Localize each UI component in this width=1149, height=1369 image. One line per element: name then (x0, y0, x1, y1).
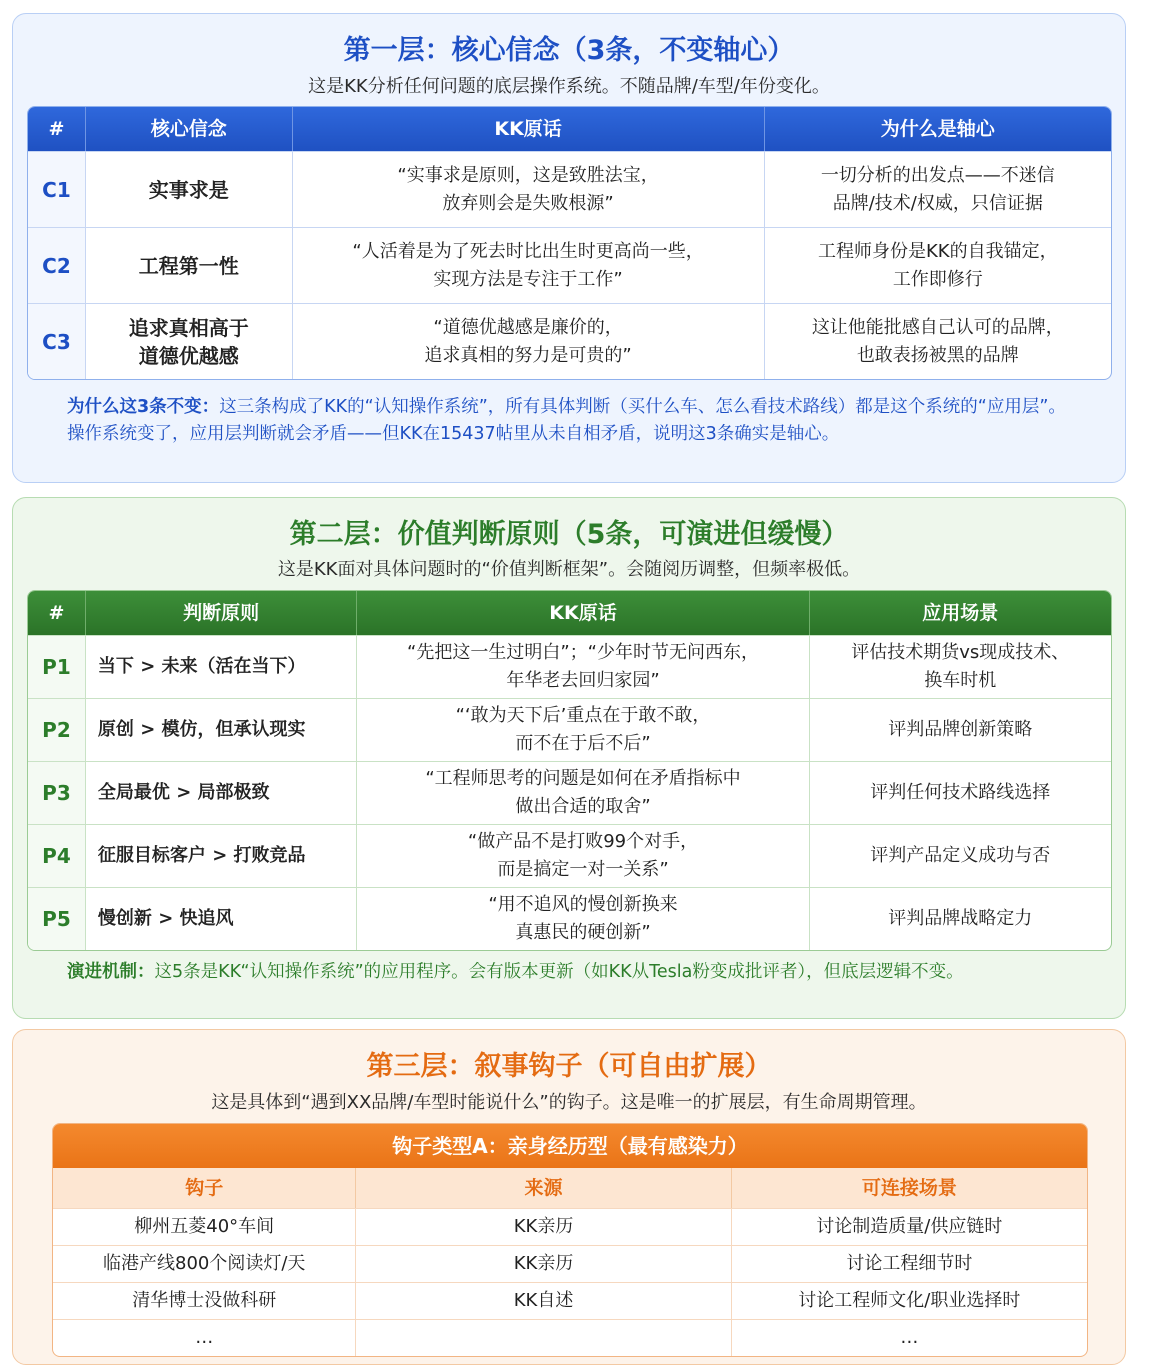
layer1-note-label: 为什么这3条不变： (67, 397, 220, 417)
row-scene: … (732, 1319, 1087, 1356)
row-scene: 评判任何技术路线选择 (810, 761, 1111, 824)
col-header-quote: KK原话 (293, 107, 765, 151)
row-id: C2 (28, 227, 86, 303)
row-id: P2 (28, 698, 86, 761)
value-principles-table (27, 590, 1112, 951)
row-scene: 讨论工程师文化/职业选择时 (732, 1282, 1087, 1319)
row-source: KK亲历 (356, 1245, 731, 1282)
row-scene: 讨论制造质量/供应链时 (732, 1208, 1087, 1245)
row-quote: “‘敢为天下后’重点在于敢不敢， 而不在于后不后” (357, 698, 809, 761)
layer3-subtitle: 这是具体到“遇到XX品牌/车型时能说什么”的钩子。这是唯一的扩展层，有生命周期管理。 (211, 1092, 927, 1113)
row-scene: 评判品牌创新策略 (810, 698, 1111, 761)
layer2-section (12, 497, 1126, 1019)
row-quote: “道德优越感是廉价的， 追求真相的努力是可贵的” (293, 303, 765, 379)
core-beliefs-table (27, 106, 1112, 380)
col-header-quote: KK原话 (357, 591, 809, 635)
row-why: 这让他能批感自己认可的品牌， 也敢表扬被黑的品牌 (765, 303, 1111, 379)
row-name: 慢创新 > 快追风 (86, 887, 358, 950)
layer2-note (67, 959, 1067, 986)
row-source (356, 1319, 731, 1356)
table-row (28, 635, 1111, 698)
row-id: C3 (28, 303, 86, 379)
col-header-why: 为什么是轴心 (765, 107, 1111, 151)
row-hook: 清华博士没做科研 (53, 1282, 356, 1319)
col-header-principle: 判断原则 (86, 591, 358, 635)
col-header-scene: 应用场景 (810, 591, 1111, 635)
layer3-title: 第三层：叙事钩子（可自由扩展） (366, 1051, 772, 1082)
row-id: P1 (28, 635, 86, 698)
row-quote: “实事求是原则，这是致胜法宝， 放弃则会是失败根源” (293, 151, 765, 227)
table-row (28, 824, 1111, 887)
row-name: 工程第一性 (86, 227, 293, 303)
col-header-scene: 可连接场景 (732, 1168, 1087, 1208)
row-id: P4 (28, 824, 86, 887)
table-row (53, 1208, 1087, 1245)
layer1-note (67, 394, 1067, 448)
table-row (28, 698, 1111, 761)
row-hook: 临港产线800个阅读灯/天 (53, 1245, 356, 1282)
table-row (28, 761, 1111, 824)
table-row (53, 1282, 1087, 1319)
layer2-title: 第二层：价值判断原则（5条，可演进但缓慢） (289, 519, 849, 550)
row-source: KK自述 (356, 1282, 731, 1319)
col-header-index: # (28, 591, 86, 635)
row-scene: 评判品牌战略定力 (810, 887, 1111, 950)
table-row (28, 151, 1111, 227)
row-id: P5 (28, 887, 86, 950)
table-row (28, 227, 1111, 303)
layer3-section (12, 1029, 1126, 1365)
row-hook: 柳州五菱40°车间 (53, 1208, 356, 1245)
row-quote: “做产品不是打败99个对手， 而是搞定一对一关系” (357, 824, 809, 887)
row-why: 一切分析的出发点——不迷信 品牌/技术/权威，只信证据 (765, 151, 1111, 227)
layer1-subtitle: 这是KK分析任何问题的底层操作系统。不随品牌/车型/年份变化。 (308, 76, 830, 97)
row-name: 原创 > 模仿，但承认现实 (86, 698, 358, 761)
hooks-table-caption: 钩子类型A：亲身经历型（最有感染力） (53, 1124, 1087, 1168)
col-header-hook: 钩子 (53, 1168, 356, 1208)
row-name: 追求真相高于 道德优越感 (86, 303, 293, 379)
row-id: C1 (28, 151, 86, 227)
row-source: KK亲历 (356, 1208, 731, 1245)
row-name: 实事求是 (86, 151, 293, 227)
table-row (53, 1319, 1087, 1356)
col-header-belief: 核心信念 (86, 107, 293, 151)
row-hook: … (53, 1319, 356, 1356)
row-scene: 评估技术期货vs现成技术、 换车时机 (810, 635, 1111, 698)
layer2-note-text: 这5条是KK“认知操作系统”的应用程序。会有版本更新（如KK从Tesla粉变成批评者），但底层逻辑不变。 (154, 962, 964, 982)
row-quote: “用不追风的慢创新换来 真惠民的硬创新” (357, 887, 809, 950)
col-header-source: 来源 (356, 1168, 731, 1208)
row-id: P3 (28, 761, 86, 824)
layer1-title: 第一层：核心信念（3条，不变轴心） (343, 35, 795, 66)
layer2-subtitle: 这是KK面对具体问题时的“价值判断框架”。会随阅历调整，但频率极低。 (277, 559, 861, 580)
row-name: 征服目标客户 > 打败竞品 (86, 824, 358, 887)
row-quote: “工程师思考的问题是如何在矛盾指标中 做出合适的取舍” (357, 761, 809, 824)
row-quote: “人活着是为了死去时比出生时更高尚一些， 实现方法是专注于工作” (293, 227, 765, 303)
narrative-hooks-table (52, 1123, 1088, 1357)
table-row (28, 887, 1111, 950)
row-name: 全局最优 > 局部极致 (86, 761, 358, 824)
row-name: 当下 > 未来（活在当下） (86, 635, 358, 698)
row-quote: “先把这一生过明白”；“少年时节无问西东， 年华老去回归家园” (357, 635, 809, 698)
layer2-note-label: 演进机制： (67, 962, 155, 982)
layer1-note-text: 这三条构成了KK的“认知操作系统”，所有具体判断（买什么车、怎么看技术路线）都是这个系统的“应用层”。操作系统变了，应用层判断就会矛盾——但KK在15437帖里从未自相矛盾，说明这3条确实是轴心。 (67, 397, 1066, 444)
row-scene: 讨论工程细节时 (732, 1245, 1087, 1282)
row-scene: 评判产品定义成功与否 (810, 824, 1111, 887)
table-row (53, 1245, 1087, 1282)
col-header-index: # (28, 107, 86, 151)
row-why: 工程师身份是KK的自我锚定， 工作即修行 (765, 227, 1111, 303)
layer1-section (12, 13, 1126, 483)
table-row (28, 303, 1111, 379)
